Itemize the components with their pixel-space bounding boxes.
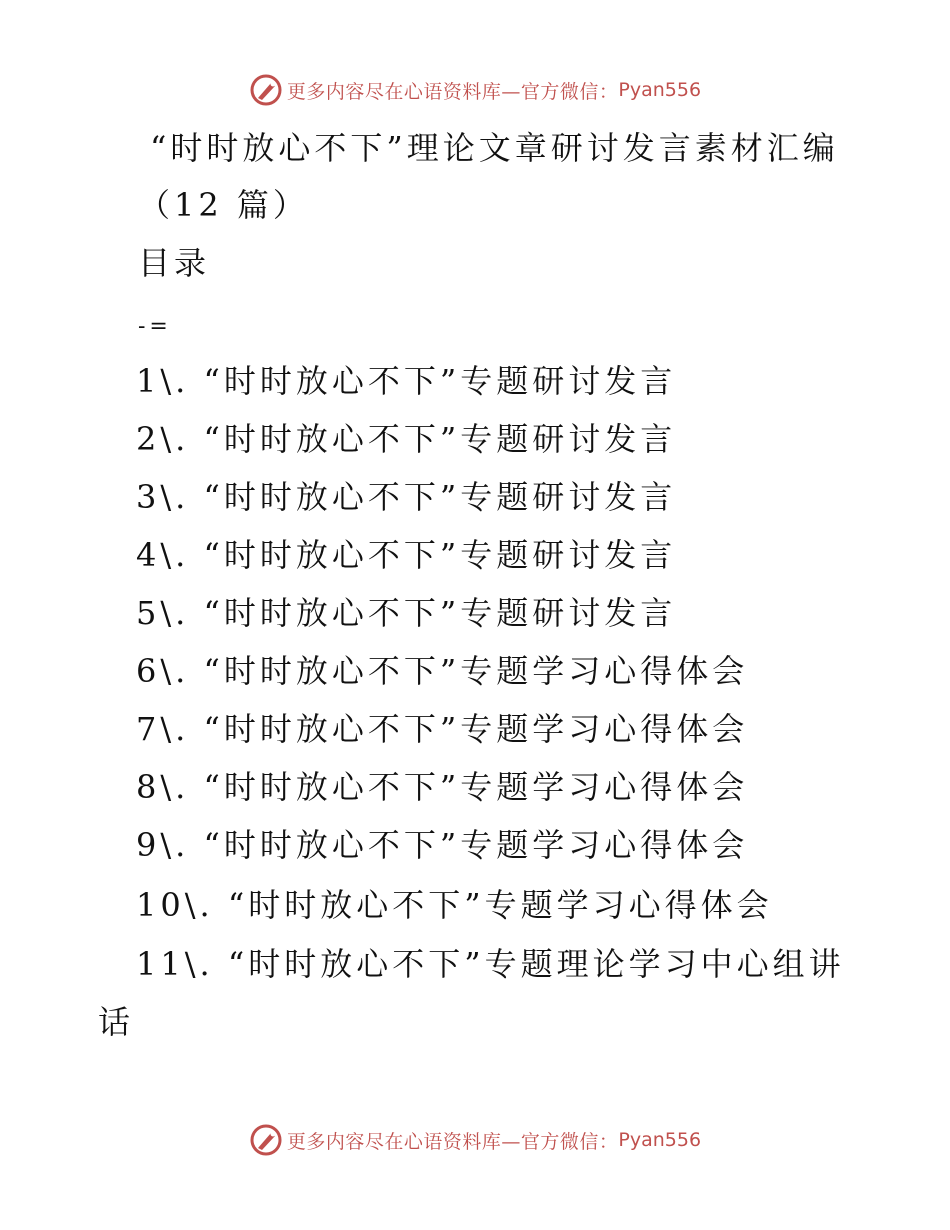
- toc-item: 3\. “时时放心不下”专题研讨发言: [136, 478, 677, 516]
- toc-item: 6\. “时时放心不下”专题学习心得体会: [136, 652, 749, 690]
- watermark-header: [0, 70, 950, 110]
- watermark-text: 更多内容尽在心语资料库—官方微信：: [286, 80, 619, 103]
- pen-logo-icon: [249, 73, 283, 107]
- toc-item: 1\. “时时放心不下”专题研讨发言: [136, 362, 677, 400]
- watermark-footer: [0, 1120, 950, 1160]
- watermark-wechat-id: Pyan556: [618, 79, 702, 101]
- toc-item: 8\. “时时放心不下”专题学习心得体会: [136, 768, 749, 806]
- toc-item: 10\. “时时放心不下”专题学习心得体会: [136, 886, 773, 924]
- toc-heading: 目录: [138, 244, 211, 282]
- toc-item: 2\. “时时放心不下”专题研讨发言: [136, 420, 677, 458]
- document-title-count: （12 篇）: [138, 186, 309, 224]
- toc-item: 4\. “时时放心不下”专题研讨发言: [136, 536, 677, 574]
- toc-separator: -=: [138, 314, 172, 339]
- toc-item: 11\. “时时放心不下”专题理论学习中心组讲: [136, 945, 845, 983]
- toc-item-wrap: 话: [98, 1003, 135, 1041]
- document-title: “时时放心不下”理论文章研讨发言素材汇编: [150, 129, 839, 167]
- pen-logo-icon: [249, 1123, 283, 1157]
- toc-item: 7\. “时时放心不下”专题学习心得体会: [136, 710, 749, 748]
- toc-item: 9\. “时时放心不下”专题学习心得体会: [136, 826, 749, 864]
- toc-item: 5\. “时时放心不下”专题研讨发言: [136, 594, 677, 632]
- watermark-wechat-id: Pyan556: [618, 1129, 702, 1151]
- watermark-text: 更多内容尽在心语资料库—官方微信：: [286, 1130, 619, 1153]
